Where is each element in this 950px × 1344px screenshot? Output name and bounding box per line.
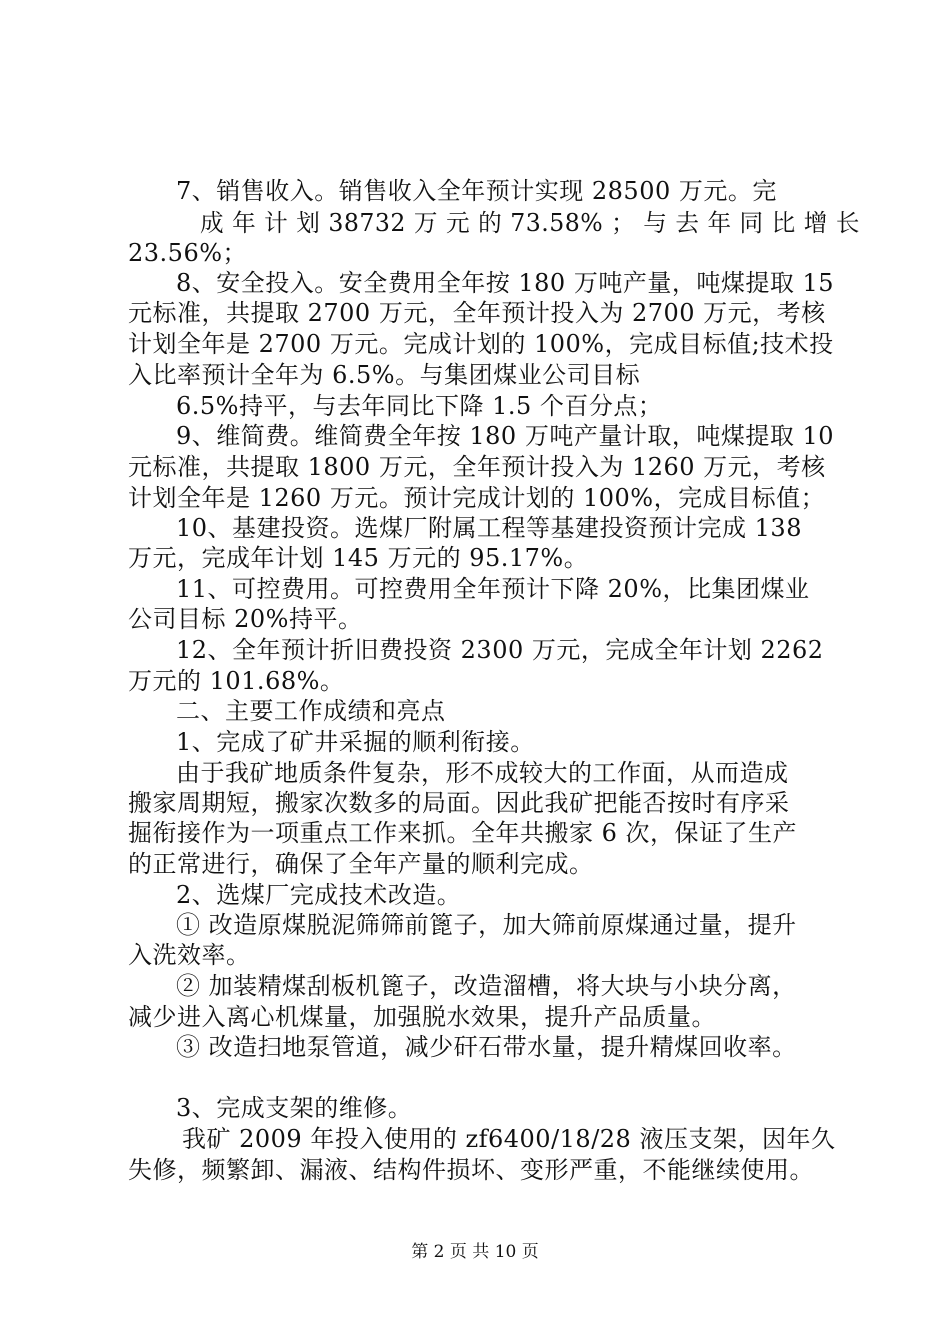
subsection-heading: 3、完成支架的维修。 — [176, 1094, 413, 1122]
text-line: 的正常进行，确保了全年产量的顺利完成。 — [128, 850, 594, 878]
text-line: 我矿 2009 年投入使用的 zf6400/18/28 液压支架，因年久 — [182, 1125, 836, 1153]
subsection-heading: 1、完成了矿井采掘的顺利衔接。 — [176, 728, 535, 756]
text-line: 失修，频繁卸、漏液、结构件损坏、变形严重，不能继续使用。 — [128, 1156, 814, 1184]
text-line: 计划全年是 2700 万元。完成计划的 100%，完成目标值;技术投 — [128, 330, 834, 358]
text-line: 入洗效率。 — [128, 941, 251, 969]
text-line: 由于我矿地质条件复杂，形不成较大的工作面，从而造成 — [176, 759, 789, 787]
page-number-footer: 第 2 页 共 10 页 — [411, 1242, 539, 1262]
text-line: 搬家周期短，搬家次数多的局面。因此我矿把能否按时有序采 — [128, 789, 790, 817]
text-line: 掘衔接作为一项重点工作来抓。全年共搬家 6 次，保证了生产 — [128, 819, 798, 847]
text-line: 成 年 计 划 38732 万 元 的 73.58% ； 与 去 年 同 比 增 长 — [200, 209, 860, 237]
text-line: 6.5%持平，与去年同比下降 1.5 个百分点； — [176, 392, 663, 420]
text-line: 9、维简费。维简费全年按 180 万吨产量计取，吨煤提取 10 — [176, 422, 835, 450]
text-line: 8、安全投入。安全费用全年按 180 万吨产量，吨煤提取 15 — [176, 269, 835, 297]
text-line: 计划全年是 1260 万元。预计完成计划的 100%，完成目标值； — [128, 484, 826, 512]
text-line: ① 改造原煤脱泥筛筛前篦子，加大筛前原煤通过量，提升 — [176, 911, 797, 939]
subsection-heading: 2、选煤厂完成技术改造。 — [176, 881, 462, 909]
text-line: 元标准，共提取 2700 万元，全年预计投入为 2700 万元，考核 — [128, 299, 826, 327]
text-line: 入比率预计全年为 6.5%。与集团煤业公司目标 — [128, 361, 641, 389]
text-line: 12、全年预计折旧费投资 2300 万元，完成全年计划 2262 — [176, 636, 824, 664]
text-line: 7、销售收入。销售收入全年预计实现 28500 万元。完 — [176, 177, 777, 205]
text-line: 11、可控费用。可控费用全年预计下降 20%，比集团煤业 — [176, 575, 810, 603]
text-line: 10、基建投资。选煤厂附属工程等基建投资预计完成 138 — [176, 514, 802, 542]
text-line: 减少进入离心机煤量，加强脱水效果，提升产品质量。 — [128, 1003, 716, 1031]
text-line: 公司目标 20%持平。 — [128, 605, 363, 633]
section-heading: 二、主要工作成绩和亮点 — [176, 697, 446, 725]
text-line: ② 加装精煤刮板机篦子，改造溜槽，将大块与小块分离， — [176, 972, 797, 1000]
text-line: 23.56%； — [128, 239, 248, 267]
text-line: ③ 改造扫地泵管道，减少矸石带水量，提升精煤回收率。 — [176, 1033, 797, 1061]
text-line: 万元的 101.68%。 — [128, 667, 345, 695]
text-line: 万元，完成年计划 145 万元的 95.17%。 — [128, 544, 589, 572]
text-line: 元标准，共提取 1800 万元，全年预计投入为 1260 万元，考核 — [128, 453, 826, 481]
